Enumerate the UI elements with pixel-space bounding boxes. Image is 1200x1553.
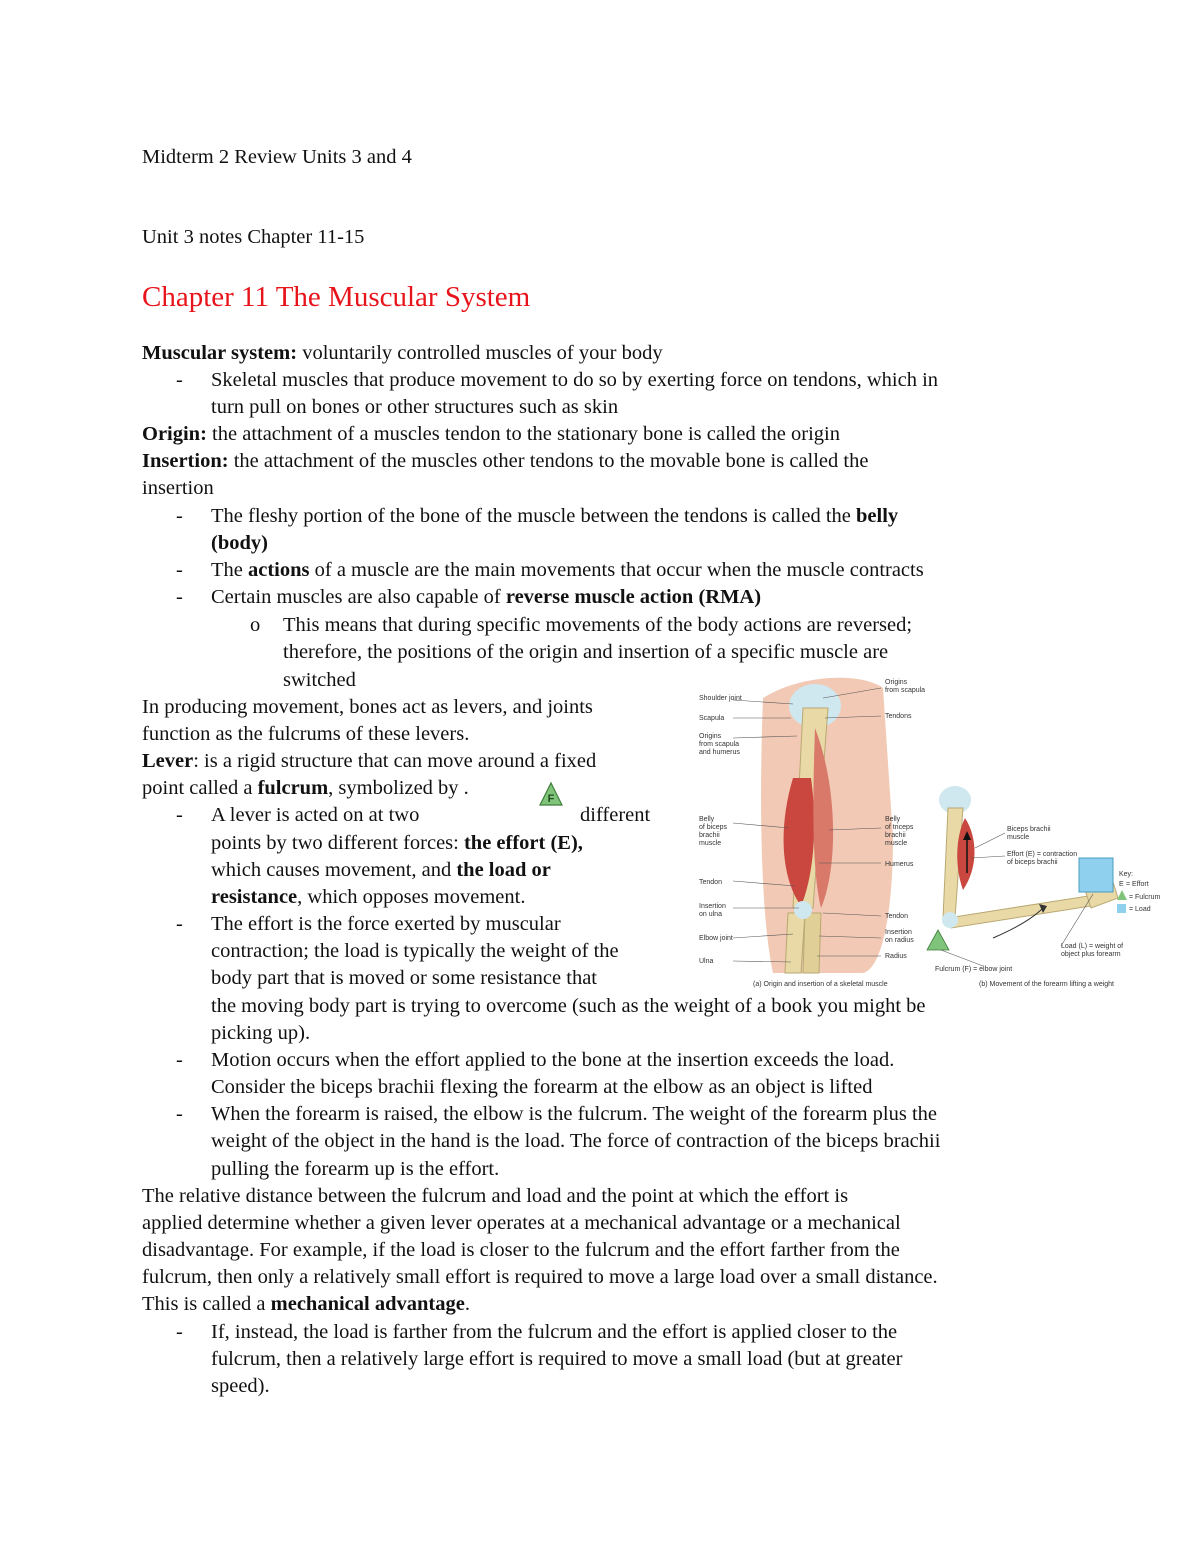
svg-text:Ulna: Ulna [699,958,714,965]
fulcrum-marker-b [927,930,949,950]
line-belly: The fleshy portion of the bone of the muscle between the tendons is called the belly [211,505,899,527]
forearm-b [948,896,1091,928]
bullet-dash: - [176,369,183,391]
svg-text:from scapula: from scapula [885,687,926,694]
line-origin: Origin: the attachment of a muscles tendon to the stationary bone is called the origin [142,423,840,445]
svg-text:Belly: Belly [885,816,901,823]
svg-text:brachii: brachii [885,832,906,839]
line-forearm: When the forearm is raised, the elbow is the fulcrum. The weight of the forearm plus the [211,1103,937,1125]
svg-text:muscle: muscle [1007,834,1030,841]
line-lever-def: Lever: is a rigid structure that can move around a fixed [142,750,597,772]
svg-text:Insertion: Insertion [699,903,726,910]
line-relative-2: applied determine whether a given lever operates at a mechanical advantage or a mechanical [142,1212,901,1234]
line-skeletal-cont: turn pull on bones or other structures such as skin [211,396,619,418]
svg-text:Load (L) = weight of: Load (L) = weight of [1061,943,1124,950]
line-relative-4: fulcrum, then only a relatively small effort is required to move a large load over a small distance. [142,1266,938,1288]
fulcrum-symbol-icon [538,781,564,807]
svg-text:(a) Origin and insertion of a: (a) Origin and insertion of a skeletal muscle [753,981,888,988]
line-disadv: If, instead, the load is farther from the fulcrum and the effort is applied closer to the [211,1321,898,1343]
svg-text:Shoulder joint: Shoulder joint [699,695,742,702]
line-effort: The effort is the force exerted by muscular [211,913,561,935]
line-lever-acted-b: different [580,804,651,826]
bullet-dash: - [176,1049,183,1071]
line-rma-detail-3: switched [283,669,356,691]
line-actions: The actions of a muscle are the main movements that occur when the muscle contracts [211,559,924,581]
svg-text:from scapula: from scapula [699,741,740,748]
svg-text:brachii: brachii [699,832,720,839]
bullet-dash: - [176,804,183,826]
line-motion: Motion occurs when the effort applied to the bone at the insertion exceeds the load. [211,1049,895,1071]
line-belly-cont: (body) [211,532,268,554]
bullet-dash: - [176,586,183,608]
line-forearm-3: pulling the forearm up is the effort. [211,1158,500,1180]
bullet-dash: - [176,559,183,581]
line-skeletal: Skeletal muscles that produce movement to do so by exerting force on tendons, which in [211,369,939,391]
svg-text:muscle: muscle [885,840,908,847]
line-insertion: Insertion: the attachment of the muscles other tendons to the movable bone is called the [142,450,869,472]
chapter-heading: Chapter 11 The Muscular System [142,281,531,313]
bullet-dash: - [176,1321,183,1343]
svg-text:(b) Movement of the forearm li: (b) Movement of the forearm lifting a weight [979,981,1115,988]
svg-text:Biceps brachii: Biceps brachii [1007,826,1051,833]
svg-text:Effort (E) = contraction: Effort (E) = contraction [1007,851,1078,858]
bullet-dash: - [176,505,183,527]
line-rma-detail: This means that during specific movements of the body actions are reversed; [283,614,913,636]
line-lever-acted: A lever is acted on at two [211,804,420,826]
svg-text:= Effort: = Effort [1126,881,1149,888]
svg-text:of biceps: of biceps [699,824,728,831]
svg-text:Elbow joint: Elbow joint [699,935,733,942]
svg-text:Tendons: Tendons [885,713,912,720]
svg-text:Tendon: Tendon [885,913,908,920]
line-forces-3: resistance, which opposes movement. [211,886,526,908]
line-fulcrum: point called a fulcrum, symbolized by . [142,777,469,799]
bullet-circle: o [250,614,261,636]
svg-text:of triceps: of triceps [885,824,914,831]
key-fulcrum-icon [1117,890,1127,900]
line-relative-3: disadvantage. For example, if the load is closer to the fulcrum and the effort farther from the [142,1239,900,1261]
svg-text:muscle: muscle [699,840,722,847]
svg-text:and humerus: and humerus [699,749,740,756]
svg-text:F: F [547,793,555,805]
radius-bone [803,913,821,973]
svg-text:Radius: Radius [885,953,907,960]
elbow-joint [794,901,812,919]
elbow-b [942,912,958,928]
line-muscular-system: Muscular system: voluntarily controlled muscles of your body [142,342,663,364]
document-subtitle: Unit 3 notes Chapter 11-15 [142,226,365,248]
line-disadv-3: speed). [211,1375,270,1397]
svg-text:Fulcrum (F) = elbow joint: Fulcrum (F) = elbow joint [935,966,1013,973]
line-rma-detail-2: therefore, the positions of the origin and insertion of a specific muscle are [283,641,889,663]
muscle-lever-figure [693,668,1161,992]
line-levers-2: function as the fulcrums of these levers. [142,723,470,745]
line-effort-4: the moving body part is trying to overcome (such as the weight of a book you might be [211,995,926,1017]
load-weight [1079,858,1113,892]
svg-text:Humerus: Humerus [885,861,914,868]
line-rma: Certain muscles are also capable of reverse muscle action (RMA) [211,586,762,608]
line-mech-adv: This is called a mechanical advantage. [142,1293,470,1315]
ulna-bone [785,913,805,973]
line-levers: In producing movement, bones act as levers, and joints [142,696,593,718]
svg-text:Origins: Origins [699,733,722,740]
svg-text:of biceps brachii: of biceps brachii [1007,859,1058,866]
svg-text:object plus forearm: object plus forearm [1061,951,1121,958]
line-effort-3: body part that is moved or some resistance that [211,967,597,989]
line-relative: The relative distance between the fulcrum and load and the point at which the effort is [142,1185,849,1207]
bullet-dash: - [176,1103,183,1125]
key-load-icon [1117,904,1126,913]
line-forces: points by two different forces: the effort (E), [211,832,583,854]
svg-text:on radius: on radius [885,937,914,944]
line-insertion-cont: insertion [142,477,214,499]
svg-text:E: E [1119,881,1124,888]
line-effort-2: contraction; the load is typically the weight of the [211,940,619,962]
line-disadv-2: fulcrum, then a relatively large effort is required to move a small load (but at greater [211,1348,903,1370]
bullet-dash: - [176,913,183,935]
line-motion-2: Consider the biceps brachii flexing the forearm at the elbow as an object is lifted [211,1076,873,1098]
svg-text:Key:: Key: [1119,871,1134,878]
svg-text:Belly: Belly [699,816,715,823]
svg-text:Insertion: Insertion [885,929,912,936]
svg-text:on ulna: on ulna [699,911,722,918]
line-forces-2: which causes movement, and the load or [211,859,551,881]
svg-text:= Fulcrum: = Fulcrum [1129,894,1161,901]
svg-text:Scapula: Scapula [699,715,725,722]
svg-text:Origins: Origins [885,679,908,686]
document-title: Midterm 2 Review Units 3 and 4 [142,146,412,168]
svg-text:Tendon: Tendon [699,879,722,886]
line-forearm-2: weight of the object in the hand is the load. The force of contraction of the biceps brachii [211,1130,941,1152]
line-effort-5: picking up). [211,1022,311,1044]
svg-text:= Load: = Load [1129,906,1151,913]
